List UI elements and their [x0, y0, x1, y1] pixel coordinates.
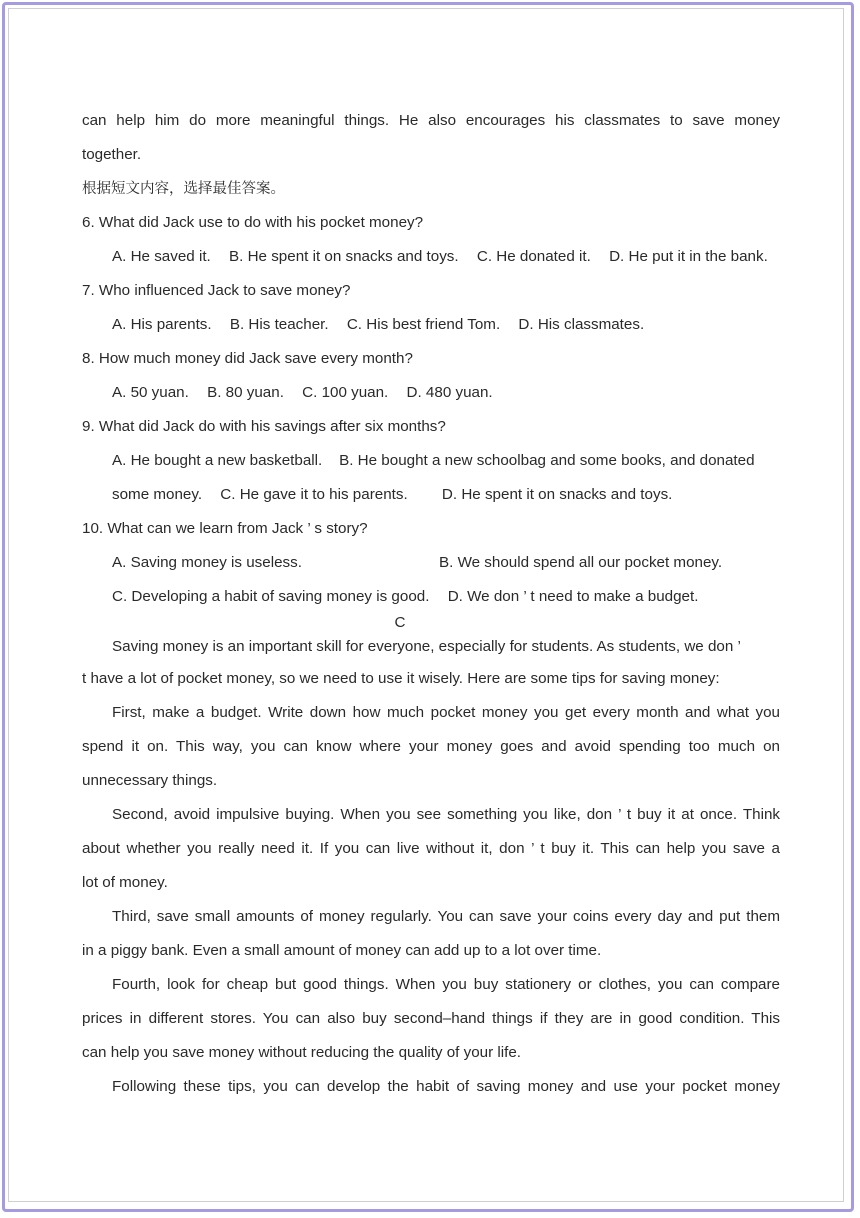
option-d: D. We don ’ t need to make a budget. [447, 588, 699, 605]
passage-p5-line-3: can help you save money without reducing the quality of your life. [82, 1044, 522, 1061]
option-d: D. He put it in the bank. [609, 248, 768, 265]
passage-p5-line-1: Fourth, look for cheap but good things. When you buy stationery or clothes, you can compare [112, 976, 780, 993]
passage-p3-line-3: lot of money. [82, 874, 168, 891]
option-c: C. His best friend Tom. [346, 316, 501, 333]
passage-p3-line-1: Second, avoid impulsive buying. When you see something you like, don ’ t buy it at once. Think [112, 806, 780, 823]
option-c: C. Developing a habit of saving money is good. [112, 588, 430, 605]
question-9-options-line-2 [82, 478, 780, 512]
passage-p2-line-2: spend it on. This way, you can know where your money goes and avoid spending too much on [82, 738, 780, 755]
passage-p2-line-1: First, make a budget. Write down how much pocket money you get every month and what you [112, 704, 780, 721]
question-9: 9. What did Jack do with his savings after six months? [82, 418, 446, 435]
section-label: C [394, 614, 406, 631]
option-d: D. He spent it on snacks and toys. [441, 486, 673, 503]
option-b: B. 80 yuan. [207, 384, 284, 401]
question-10: 10. What can we learn from Jack ’ s story? [82, 520, 368, 537]
option-d: D. His classmates. [518, 316, 645, 333]
question-9-options-line-1: A. He bought a new basketball. B. He bought a new schoolbag and some books, and donated [112, 452, 755, 469]
question-7-options [82, 308, 780, 342]
option-c: C. 100 yuan. [302, 384, 389, 401]
passage-p3-line-2: about whether you really need it. If you can live without it, don ’ t buy it. This can help you save a [82, 840, 780, 857]
option-d: D. 480 yuan. [406, 384, 493, 401]
option-a: A. 50 yuan. [112, 384, 189, 401]
passage-p4-line-1: Third, save small amounts of money regularly. You can save your coins every day and put them [112, 908, 780, 925]
option-b: B. His teacher. [229, 316, 329, 333]
passage-p6-line-1: Following these tips, you can develop the habit of saving money and use your pocket money [112, 1078, 780, 1095]
document-body [82, 104, 780, 1104]
option-c: C. He gave it to his parents. [220, 486, 408, 503]
intro-line-2: together. [82, 146, 142, 163]
option-a: A. Saving money is useless. [112, 554, 302, 571]
question-10-options-line-1 [82, 546, 780, 580]
passage-p2-line-3: unnecessary things. [82, 772, 218, 789]
passage-p1-line-1: Saving money is an important skill for everyone, especially for students. As students, we don ’ [112, 638, 741, 655]
passage-p4-line-2: in a piggy bank. Even a small amount of money can add up to a lot over time. [82, 942, 602, 959]
option-a: A. His parents. [112, 316, 212, 333]
option-a-cont: some money. [112, 486, 203, 503]
passage-p5-line-2: prices in different stores. You can also buy second–hand things if they are in good condition. This [82, 1010, 780, 1027]
option-b: B. We should spend all our pocket money. [439, 554, 723, 571]
option-c: C. He donated it. [476, 248, 591, 265]
question-10-options-line-2 [82, 580, 780, 614]
question-6-options [82, 240, 780, 274]
instruction: 根据短文内容，选择最佳答案。 [82, 181, 285, 197]
option-a: A. He saved it. [112, 248, 211, 265]
intro-line-1: can help him do more meaningful things. He also encourages his classmates to save money [82, 112, 780, 129]
option-b: B. He spent it on snacks and toys. [229, 248, 459, 265]
question-6: 6. What did Jack use to do with his pocket money? [82, 214, 424, 231]
passage-p1-line-2: t have a lot of pocket money, so we need to use it wisely. Here are some tips for saving money: [82, 670, 720, 687]
question-8: 8. How much money did Jack save every month? [82, 350, 413, 367]
question-7: 7. Who influenced Jack to save money? [82, 282, 351, 299]
question-8-options [82, 376, 780, 410]
